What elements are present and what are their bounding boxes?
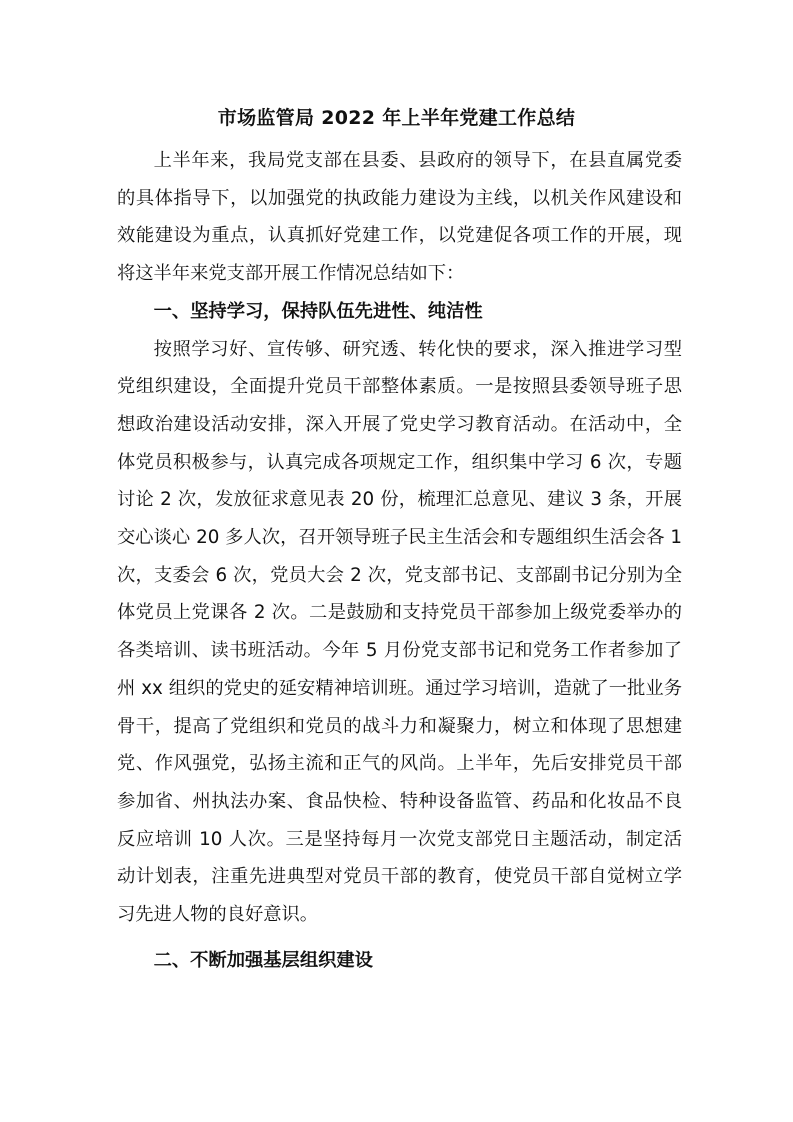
intro-paragraph: 上半年来，我局党支部在县委、县政府的领导下，在县直属党委的具体指导下，以加强党的执政能力建设为主线，以机关作风建设和效能建设为重点，认真抓好党建工作，以党建促各项工作的开展，现将这半年来党支部开展工作情况总结如下： [117,150,682,285]
document-body [117,142,682,979]
document-title: 市场监管局 2022 年上半年党建工作总结 [217,107,576,129]
section-2-heading: 二、不断加强基层组织建设 [153,949,373,971]
section-1-heading: 一、坚持学习，保持队伍先进性、纯洁性 [153,300,483,322]
section-1-paragraph: 按照学习好、宣传够、研究透、转化快的要求，深入推进学习型党组织建设，全面提升党员干部整体素质。一是按照县委领导班子思想政治建设活动安排，深入开展了党史学习教育活动。在活动中，全体党员积极参与，认真完成各项规定工作，组织集中学习 6 次，专题讨论 2 次，发放征求意见表 20 份，梳理汇总意见、建议 3 条，开展交心谈心 20 多人次，召开领导班子民主生活会和专题组织生活会各 1 次，支委会 6 次，党员大会 2 次，党支部书记、支部副书记分别为全体党员上党课各 2 次。二是鼓励和支持党员干部参加上级党委举办的各类培训、读书班活动。今年 5 月份党支部书记和党务工作者参加了州 xx 组织的党史的延安精神培训班。通过学习培训，造就了一批业务骨干，提高了党组织和党员的战斗力和凝聚力，树立和体现了思想建党、作风强党，弘扬主流和正气的风尚。上半年，先后安排党员干部参加省、州执法办案、食品快检、特种设备监管、药品和化妆品不良反应培训 10 人次。三是坚持每月一次党支部党日主题活动，制定活动计划表，注重先进典型对党员干部的教育，使党员干部自觉树立学习先进人物的良好意识。 [117,338,682,926]
